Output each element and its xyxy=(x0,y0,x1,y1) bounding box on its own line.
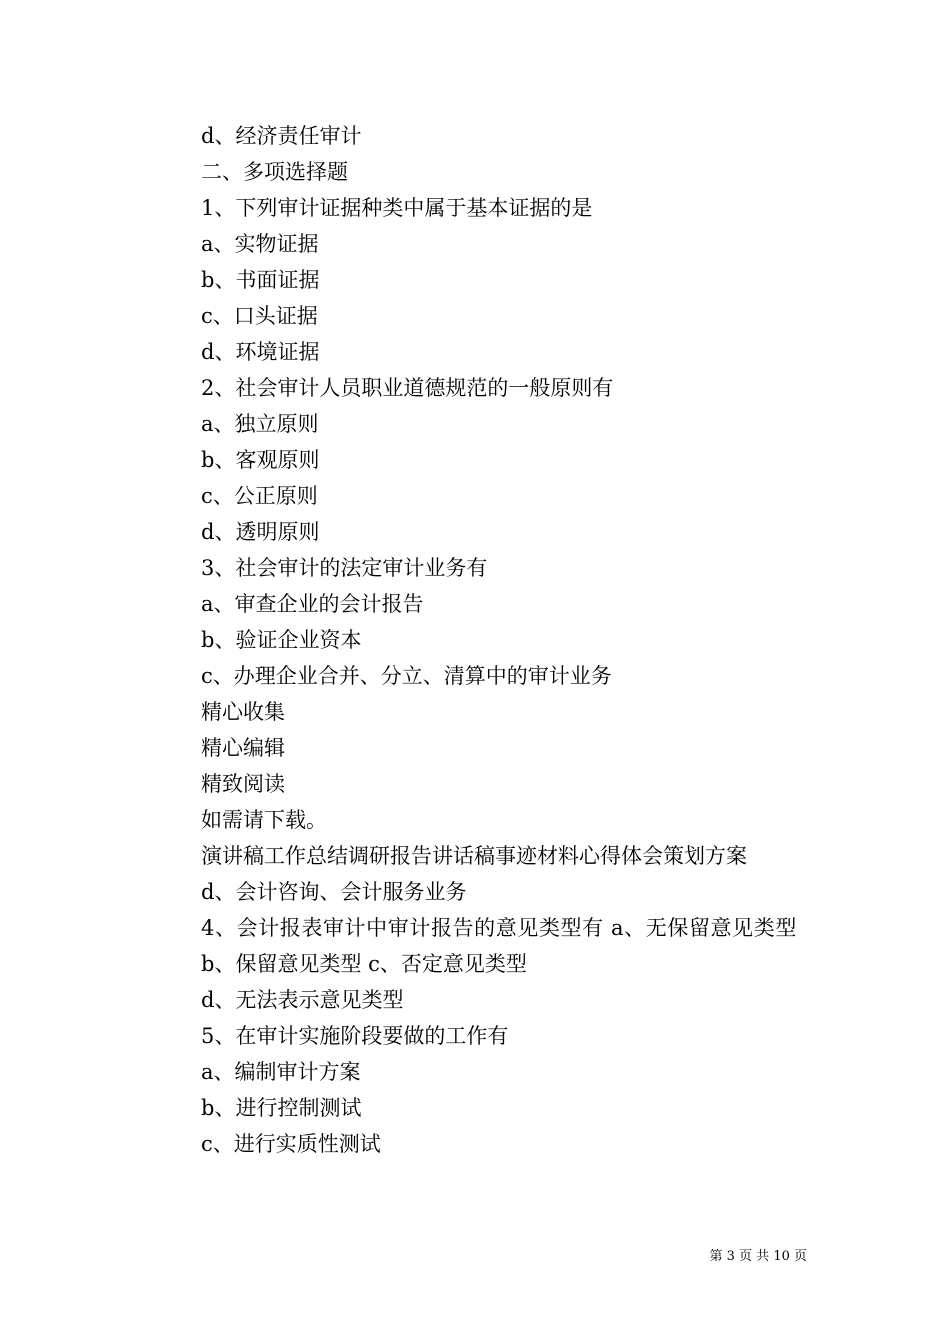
promo-text: 如需请下载。 xyxy=(201,808,327,832)
document-body xyxy=(145,118,810,1162)
section-heading: 二、多项选择题 xyxy=(201,160,348,184)
option-text: d、无法表示意见类型 xyxy=(201,988,404,1012)
question-text: 2、社会审计人员职业道德规范的一般原则有 xyxy=(201,376,614,400)
question-text: 1、下列审计证据种类中属于基本证据的是 xyxy=(201,196,593,220)
promo-text: 精致阅读 xyxy=(201,772,285,796)
question-text: 4、会计报表审计中审计报告的意见类型有 a、无保留意见类型 xyxy=(201,916,797,940)
option-text: b、验证企业资本 xyxy=(201,628,362,652)
option-text: c、进行实质性测试 xyxy=(201,1132,381,1156)
page-number: 第 3 页 共 10 页 xyxy=(709,1249,807,1264)
option-text: c、办理企业合并、分立、清算中的审计业务 xyxy=(201,664,612,688)
option-text: d、环境证据 xyxy=(201,340,320,364)
option-text: c、公正原则 xyxy=(201,484,318,508)
option-text: d、会计咨询、会计服务业务 xyxy=(201,880,467,904)
option-text: b、保留意见类型 c、否定意见类型 xyxy=(201,952,527,976)
option-text: a、审查企业的会计报告 xyxy=(201,592,424,616)
option-text: b、进行控制测试 xyxy=(201,1096,362,1120)
option-text: b、客观原则 xyxy=(201,448,320,472)
option-text: a、编制审计方案 xyxy=(201,1060,361,1084)
option-text: b、书面证据 xyxy=(201,268,320,292)
option-text: a、独立原则 xyxy=(201,412,319,436)
promo-text: 精心编辑 xyxy=(201,736,285,760)
question-text: 5、在审计实施阶段要做的工作有 xyxy=(201,1024,509,1048)
text-line: d、经济责任审计 xyxy=(201,124,362,148)
option-text: a、实物证据 xyxy=(201,232,319,256)
option-text: d、透明原则 xyxy=(201,520,320,544)
promo-text: 演讲稿工作总结调研报告讲话稿事迹材料心得体会策划方案 xyxy=(201,844,747,868)
option-text: c、口头证据 xyxy=(201,304,318,328)
promo-text: 精心收集 xyxy=(201,700,285,724)
question-text: 3、社会审计的法定审计业务有 xyxy=(201,556,488,580)
